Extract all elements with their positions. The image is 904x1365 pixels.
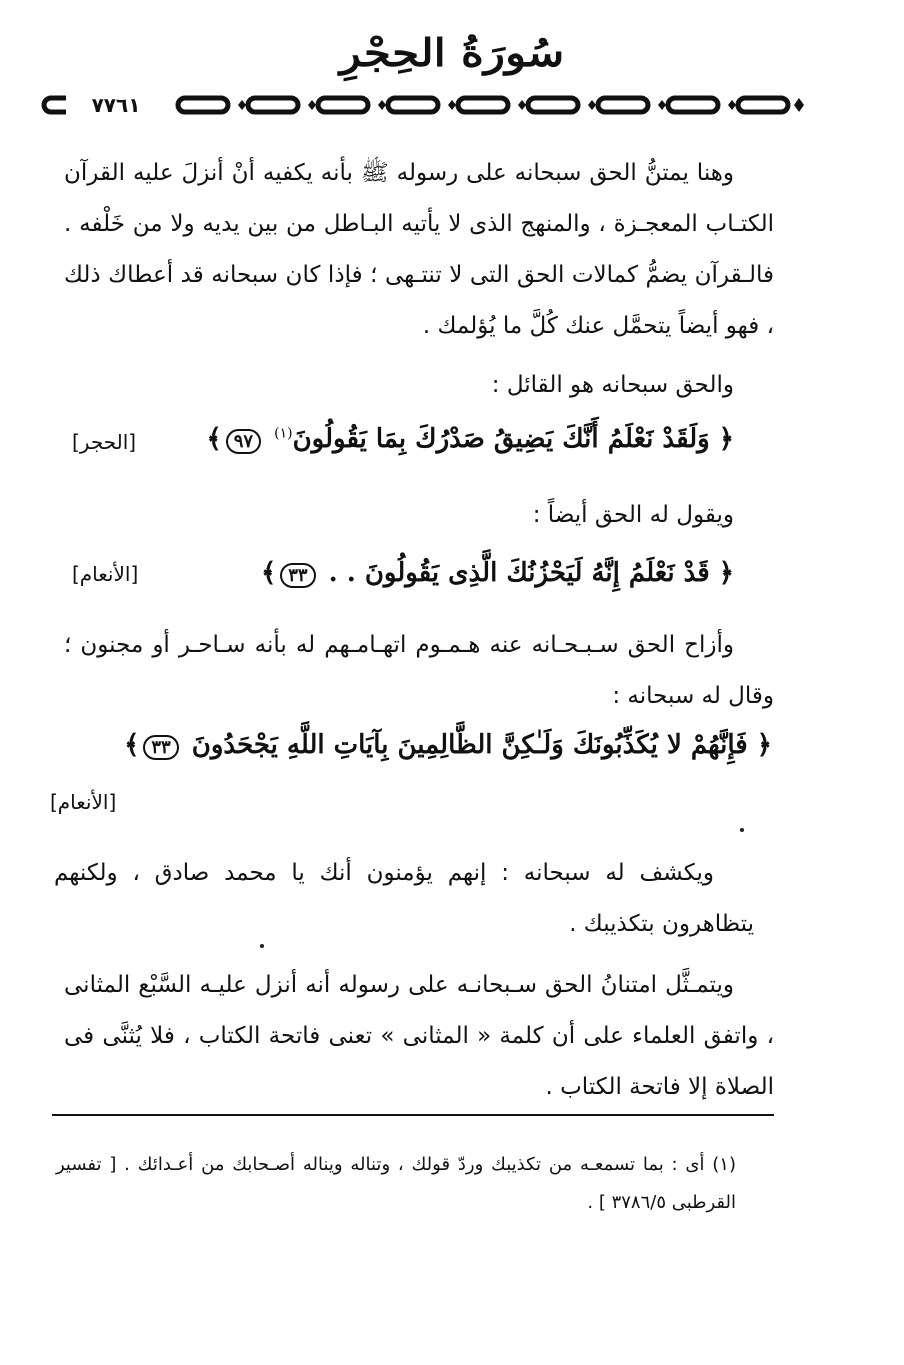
footnote: (١) أى : بما تسمعـه من تكذيبك وردّ قولك ، وتناله ويناله أصـحابك من أعـدائك . [ تفسير القرطبى ٣٧٨٦/٥ ] . xyxy=(56,1154,736,1213)
speck xyxy=(260,944,264,948)
speck xyxy=(740,828,744,832)
verse-3-close-bracket: ﴾ xyxy=(124,730,140,760)
verse-1-number: ٩٧ xyxy=(226,429,261,454)
footnote-rule xyxy=(52,1114,774,1116)
paragraph-2: والحق سبحانه هو القائل : xyxy=(491,372,734,398)
verse-3-reference: [الأنعام] xyxy=(50,790,117,814)
verse-1-close-bracket: ﴾ xyxy=(206,424,222,454)
verse-3 xyxy=(124,730,772,760)
paragraph-3: ويقول له الحق أيضاً : xyxy=(532,502,734,528)
verse-1 xyxy=(206,424,734,454)
verse-3-text: ﴿ فَإِنَّهُمْ لا يُكَذِّبُونَكَ وَلَـٰكِنَّ الظَّالِمِينَ بِآيَاتِ اللَّهِ يَجْحَدُونَ xyxy=(191,730,772,760)
verse-3-number: ٣٣ xyxy=(143,735,178,760)
surah-title: سُورَةُ الحِجْرِ xyxy=(339,30,565,75)
verse-2-number: ٣٣ xyxy=(280,563,315,588)
verse-1-reference: [الحجر] xyxy=(72,430,137,454)
verse-1-footnote-mark: (١) xyxy=(274,425,293,442)
verse-2-reference: [الأنعام] xyxy=(72,562,139,586)
paragraph-1: وهنا يمتنُّ الحق سبحانه على رسوله ﷺ بأنه يكفيه أنْ أنزلَ عليه القرآن الكتـاب المعجـزة ، والمنهج الذى لا يأتيه البـاطل من بين يديه ولا من خَلْفه . فالـقرآن يضمُّ كمالات الحق التى لا تنتـهى ؛ فإذا كان سبحانه قد أعطاك ذلك ، فهو أيضاً يتحمَّل عنك كُلَّ ما يُؤلمك . xyxy=(64,160,774,339)
paragraph-6: ويتمـثَّل امتنانُ الحق سـبحانـه على رسوله أنه أنزل عليـه السَّبْع المثانى ، واتفق العلماء على أن كلمة « المثانى » تعنى فاتحة الكتاب ، فلا يُثنَّى فى الصلاة إلا فاتحة الكتاب . xyxy=(64,972,774,1100)
verse-2 xyxy=(261,558,734,588)
page-number: ٧٧٦١ xyxy=(66,92,166,118)
verse-2-text: ﴿ قَدْ نَعْلَمُ إِنَّهُ لَيَحْزُنُكَ الَّذِى يَقُولُونَ . . xyxy=(328,558,734,588)
verse-2-close-bracket: ﴾ xyxy=(260,558,277,588)
paragraph-4: وأزاح الحق سـبـحـانه عنه هـمـوم اتهـامـهم له بأنه سـاحـر أو مجنون ؛ وقال له سبحانه : xyxy=(64,632,774,709)
paragraph-5: ويكشف له سبحانه : إنهم يؤمنون أنك يا محمد صادق ، ولكنهم يتظاهرون بتكذيبك . xyxy=(54,860,754,937)
verse-1-text: ﴿ وَلَقَدْ نَعْلَمُ أَنَّكَ يَضِيقُ صَدْرُكَ بِمَا يَقُولُونَ xyxy=(292,424,734,454)
